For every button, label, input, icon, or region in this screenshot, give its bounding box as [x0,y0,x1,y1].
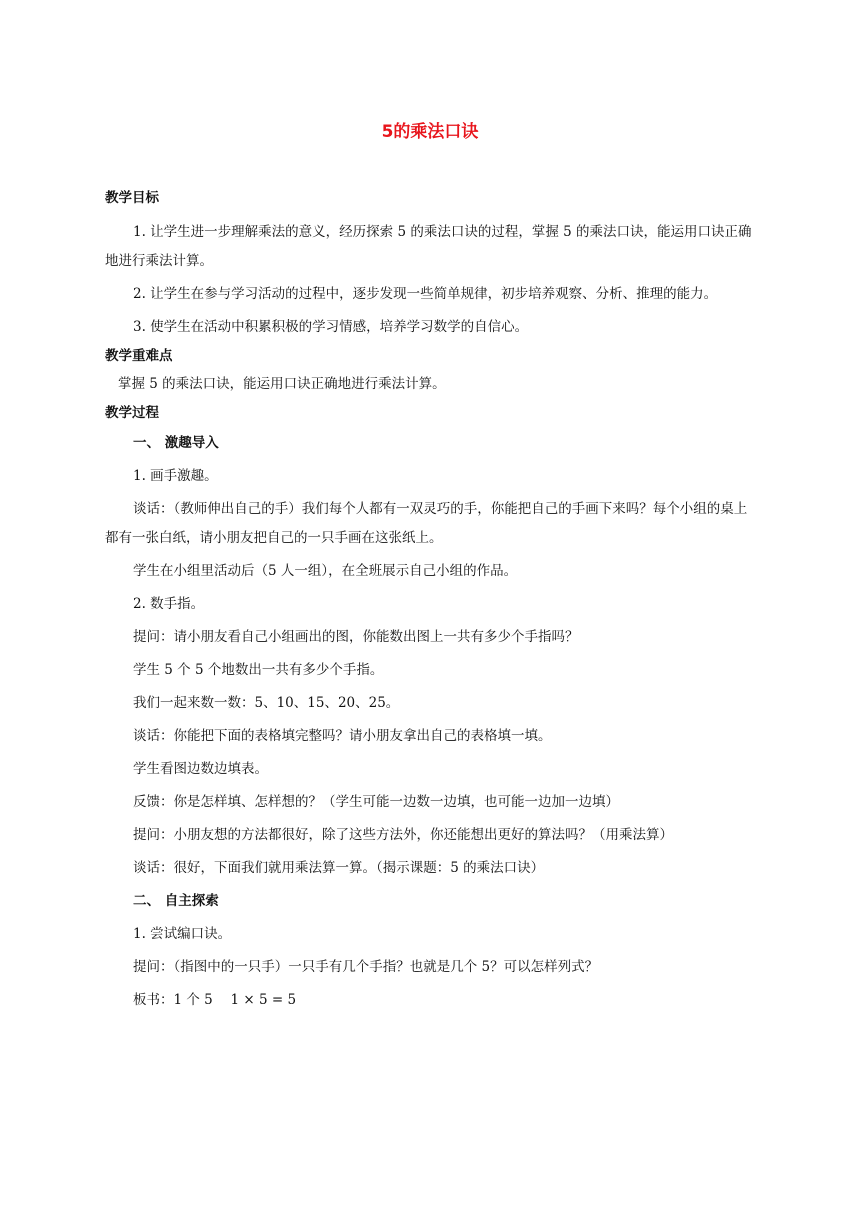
process-line: 反馈：你是怎样填、怎样想的？（学生可能一边数一边填，也可能一边加一边填） [133,794,619,810]
goal-item-1: 1. 让学生进一步理解乘法的意义，经历探索 5 的乘法口诀的过程，掌握 5 的乘法口诀，能运用口诀正确地进行乘法计算。 [105,224,752,269]
part-title-intro: 一、 激趣导入 [133,435,219,451]
process-line: 学生 5 个 5 个地数出一共有多少个手指。 [133,662,384,678]
key-points-text: 掌握 5 的乘法口诀，能运用口诀正确地进行乘法计算。 [118,376,446,392]
document-title: 5的乘法口诀 [381,122,479,142]
process-line: 1. 尝试编口诀。 [133,926,232,942]
process-line: 提问：小朋友想的方法都很好，除了这些方法外，你还能想出更好的算法吗？（用乘法算） [133,827,673,843]
section-heading-goals: 教学目标 [105,190,159,206]
process-line: 谈话：很好，下面我们就用乘法算一算。（揭示课题：5 的乘法口诀） [133,860,545,876]
process-line: 2. 数手指。 [133,596,205,612]
process-line: 板书：1 个 5 1 × 5 = 5 [133,992,297,1008]
section-heading-process: 教学过程 [105,405,159,421]
process-line: 提问：（指图中的一只手）一只手有几个手指？也就是几个 5？可以怎样列式？ [133,959,599,975]
process-line: 1. 画手激趣。 [133,468,218,484]
process-line: 我们一起来数一数：5、10、15、20、25。 [133,695,400,711]
process-line: 谈话：你能把下面的表格填完整吗？请小朋友拿出自己的表格填一填。 [133,728,552,744]
document-body [105,188,757,1015]
goal-item-2: 2. 让学生在参与学习活动的过程中，逐步发现一些简单规律，初步培养观察、分析、推理的能力。 [133,286,718,302]
process-line: 学生看图边数边填表。 [133,761,268,777]
process-line: 学生在小组里活动后（5 人一组），在全班展示自己小组的作品。 [133,563,518,579]
section-heading-key-points: 教学重难点 [105,348,173,364]
process-line: 提问：请小朋友看自己小组画出的图，你能数出图上一共有多少个手指吗？ [133,629,579,645]
part-title-explore: 二、 自主探索 [133,893,219,909]
goal-item-3: 3. 使学生在活动中积累积极的学习情感，培养学习数学的自信心。 [133,319,529,335]
process-line: 谈话：（教师伸出自己的手）我们每个人都有一双灵巧的手，你能把自己的手画下来吗？每个小组的桌上都有一张白纸，请小朋友把自己的一只手画在这张纸上。 [105,501,748,546]
